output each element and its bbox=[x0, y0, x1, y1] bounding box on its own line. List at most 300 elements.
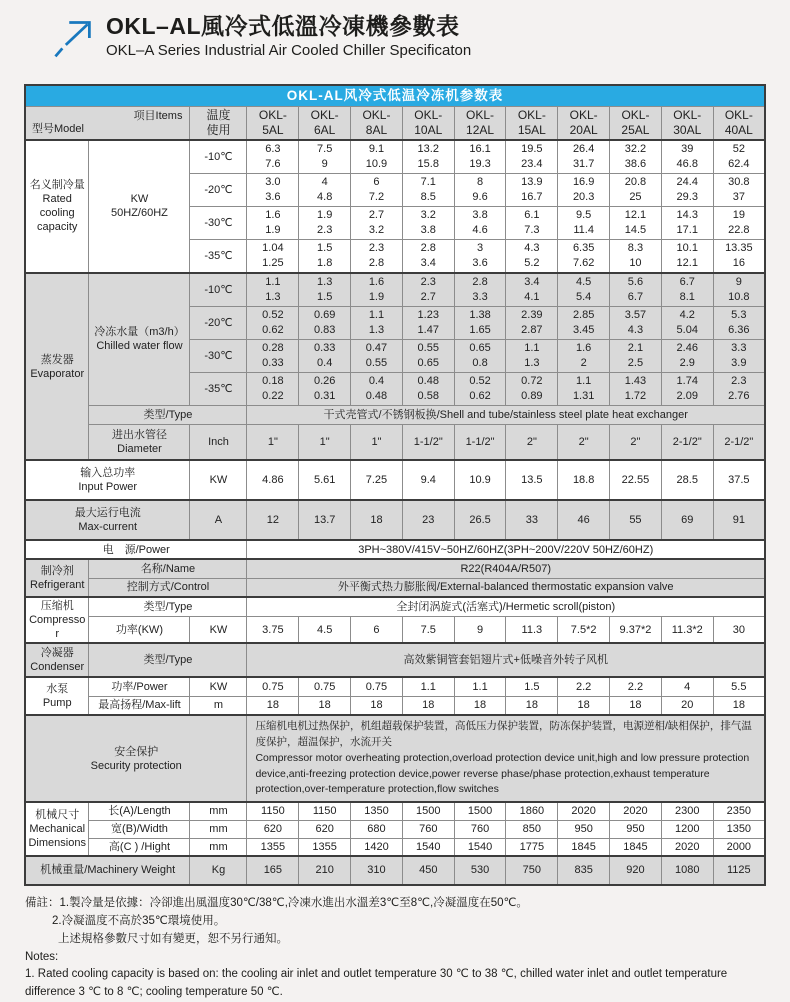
cooling-value: 9.5 11.4 bbox=[558, 206, 610, 239]
label-zh: 机械尺寸 bbox=[35, 809, 80, 822]
section-label-refrigerant bbox=[25, 559, 89, 597]
table-row bbox=[25, 540, 765, 559]
table-row bbox=[25, 820, 765, 838]
pump-lift-value: 18 bbox=[506, 696, 558, 715]
cooling-value: 19 22.8 bbox=[713, 206, 765, 239]
flow-value: 0.65 0.8 bbox=[454, 339, 506, 372]
pump-lift-value: 18 bbox=[351, 696, 403, 715]
flow-value: 0.69 0.83 bbox=[299, 306, 351, 339]
flow-value: 2.85 3.45 bbox=[558, 306, 610, 339]
flow-value: 1.43 1.72 bbox=[610, 372, 662, 405]
pump-power-value: 1.1 bbox=[402, 677, 454, 696]
label-zh: 冷凝器 bbox=[40, 647, 74, 660]
width-value: 950 bbox=[558, 820, 610, 838]
pump-lift-value: 18 bbox=[713, 696, 765, 715]
table-row bbox=[25, 500, 765, 540]
pump-power-value: 0.75 bbox=[299, 677, 351, 696]
pump-lift-value: 18 bbox=[454, 696, 506, 715]
label-en: Security protection bbox=[90, 759, 182, 772]
compressor-power-value: 7.5*2 bbox=[558, 617, 610, 644]
condenser-type-value: 高效紫铜管套铝翅片式+低噪音外转子风机 bbox=[247, 643, 765, 677]
model-items-header bbox=[25, 106, 190, 140]
label-en: Chilled water flow bbox=[96, 340, 183, 353]
diameter-value: 1" bbox=[247, 424, 299, 460]
height-value: 1355 bbox=[247, 838, 299, 856]
flow-value: 0.72 0.89 bbox=[506, 372, 558, 405]
label-en: Evaporator bbox=[30, 367, 85, 380]
label-zh: 压缩机 bbox=[40, 600, 74, 613]
table-row bbox=[25, 424, 765, 460]
unit-cell: Kg bbox=[190, 856, 247, 885]
section-label-pump bbox=[25, 677, 89, 715]
width-label: 宽(B)/Width bbox=[89, 820, 190, 838]
flow-value: 2.3 2.76 bbox=[713, 372, 765, 405]
max-current-value: 69 bbox=[661, 500, 713, 540]
length-value: 2020 bbox=[558, 802, 610, 820]
flow-value: 0.47 0.55 bbox=[351, 339, 403, 372]
length-value: 2350 bbox=[713, 802, 765, 820]
model-header: OKL- 8AL bbox=[351, 106, 403, 140]
label-zh: 进出水管径 bbox=[111, 429, 167, 442]
input-power-value: 9.4 bbox=[402, 460, 454, 500]
cooling-value: 13.2 15.8 bbox=[402, 140, 454, 174]
note-line: 備註：1.製冷量是依據：冷卻進出風溫度30℃/38℃,冷凍水進出水溫差3℃至8℃,冷凝溫度在50℃。 bbox=[25, 897, 528, 910]
temp-cell: -30℃ bbox=[190, 206, 247, 239]
section-label-mechanical bbox=[25, 802, 89, 856]
length-value: 2300 bbox=[661, 802, 713, 820]
flow-value: 0.28 0.33 bbox=[247, 339, 299, 372]
unit-line: KW bbox=[130, 193, 149, 206]
note-line: 2.冷凝溫度不高於35℃環境使用。 bbox=[52, 914, 226, 927]
cooling-value: 7.5 9 bbox=[299, 140, 351, 174]
model-label: 型号Model bbox=[31, 123, 84, 136]
flow-value: 2.3 2.7 bbox=[402, 273, 454, 307]
cooling-value: 16.9 20.3 bbox=[558, 173, 610, 206]
weight-value: 750 bbox=[506, 856, 558, 885]
input-power-value: 28.5 bbox=[661, 460, 713, 500]
max-current-value: 18 bbox=[351, 500, 403, 540]
length-value: 1860 bbox=[506, 802, 558, 820]
input-power-value: 4.86 bbox=[247, 460, 299, 500]
flow-value: 1.74 2.09 bbox=[661, 372, 713, 405]
security-label bbox=[25, 715, 247, 802]
length-value: 1150 bbox=[299, 802, 351, 820]
diameter-label bbox=[89, 424, 190, 460]
compressor-power-value: 6 bbox=[351, 617, 403, 644]
flow-value: 1.23 1.47 bbox=[402, 306, 454, 339]
cooling-value: 20.8 25 bbox=[610, 173, 662, 206]
flow-value: 0.55 0.65 bbox=[402, 339, 454, 372]
unit-cell: Inch bbox=[190, 424, 247, 460]
height-value: 2020 bbox=[661, 838, 713, 856]
width-value: 1350 bbox=[713, 820, 765, 838]
refrigerant-name-value: R22(R404A/R507) bbox=[247, 559, 765, 578]
table-row bbox=[25, 273, 765, 307]
length-value: 1500 bbox=[402, 802, 454, 820]
diameter-value: 1" bbox=[351, 424, 403, 460]
cooling-value: 19.5 23.4 bbox=[506, 140, 558, 174]
label-en: Condenser bbox=[30, 661, 85, 674]
model-header: OKL- 20AL bbox=[558, 106, 610, 140]
input-power-label bbox=[25, 460, 190, 500]
max-current-value: 23 bbox=[402, 500, 454, 540]
length-value: 2020 bbox=[610, 802, 662, 820]
flow-value: 3.4 4.1 bbox=[506, 273, 558, 307]
compressor-power-label: 功率(KW) bbox=[89, 617, 190, 644]
cooling-value: 24.4 29.3 bbox=[661, 173, 713, 206]
max-current-value: 12 bbox=[247, 500, 299, 540]
flow-value: 2.46 2.9 bbox=[661, 339, 713, 372]
cooling-unit-label bbox=[89, 140, 190, 273]
length-value: 1150 bbox=[247, 802, 299, 820]
table-row bbox=[25, 140, 765, 174]
cooling-value: 39 46.8 bbox=[661, 140, 713, 174]
power-supply-label: 电 源/Power bbox=[25, 540, 247, 559]
section-label-condenser bbox=[25, 643, 89, 677]
pump-lift-value: 18 bbox=[299, 696, 351, 715]
spec-table bbox=[24, 84, 766, 886]
cooling-value: 3 3.6 bbox=[454, 239, 506, 273]
flow-value: 1.1 1.3 bbox=[506, 339, 558, 372]
width-value: 850 bbox=[506, 820, 558, 838]
compressor-power-value: 9 bbox=[454, 617, 506, 644]
section-label-cooling bbox=[25, 140, 89, 273]
pump-lift-value: 18 bbox=[558, 696, 610, 715]
label-en: Diameter bbox=[117, 443, 162, 456]
flow-value: 2.8 3.3 bbox=[454, 273, 506, 307]
label-en: Pump bbox=[42, 697, 72, 710]
temp-cell: -20℃ bbox=[190, 173, 247, 206]
label-en: Refrigerant bbox=[30, 579, 85, 592]
model-header: OKL- 10AL bbox=[402, 106, 454, 140]
cooling-value: 6.35 7.62 bbox=[558, 239, 610, 273]
cooling-value: 26.4 31.7 bbox=[558, 140, 610, 174]
cooling-value: 32.2 38.6 bbox=[610, 140, 662, 174]
cooling-value: 2.7 3.2 bbox=[351, 206, 403, 239]
max-current-value: 55 bbox=[610, 500, 662, 540]
unit-cell: mm bbox=[190, 820, 247, 838]
table-row bbox=[25, 802, 765, 820]
unit-cell: mm bbox=[190, 838, 247, 856]
pump-power-value: 2.2 bbox=[558, 677, 610, 696]
label-zh: 安全保护 bbox=[114, 745, 159, 758]
section-label-compressor bbox=[25, 597, 89, 643]
flow-value: 9 10.8 bbox=[713, 273, 765, 307]
flow-value: 6.7 8.1 bbox=[661, 273, 713, 307]
cooling-value: 13.9 16.7 bbox=[506, 173, 558, 206]
flow-value: 3.57 4.3 bbox=[610, 306, 662, 339]
table-row bbox=[25, 643, 765, 677]
notes bbox=[21, 895, 769, 1002]
height-value: 1845 bbox=[558, 838, 610, 856]
model-header: OKL- 40AL bbox=[713, 106, 765, 140]
height-value: 1420 bbox=[351, 838, 403, 856]
items-label: 项目Items bbox=[133, 109, 183, 122]
pump-lift-value: 18 bbox=[610, 696, 662, 715]
flow-value: 4.5 5.4 bbox=[558, 273, 610, 307]
width-value: 1200 bbox=[661, 820, 713, 838]
cooling-value: 14.3 17.1 bbox=[661, 206, 713, 239]
model-header: OKL- 15AL bbox=[506, 106, 558, 140]
weight-value: 165 bbox=[247, 856, 299, 885]
pump-power-value: 4 bbox=[661, 677, 713, 696]
length-value: 1350 bbox=[351, 802, 403, 820]
weight-value: 920 bbox=[610, 856, 662, 885]
weight-value: 310 bbox=[351, 856, 403, 885]
unit-cell: KW bbox=[190, 677, 247, 696]
cooling-value: 4.3 5.2 bbox=[506, 239, 558, 273]
temp-header-line: 温度 bbox=[206, 107, 231, 122]
height-value: 1355 bbox=[299, 838, 351, 856]
pump-power-value: 1.1 bbox=[454, 677, 506, 696]
note-line: 上述規格參數尺寸如有變更，恕不另行通知。 bbox=[58, 932, 288, 945]
flow-value: 5.3 6.36 bbox=[713, 306, 765, 339]
input-power-value: 37.5 bbox=[713, 460, 765, 500]
power-supply-value: 3PH~380V/415V~50HZ/60HZ(3PH~200V/220V 50HZ/60HZ) bbox=[247, 540, 765, 559]
label-en: Input Power bbox=[78, 481, 138, 494]
refrigerant-control-label: 控制方式/Control bbox=[89, 578, 247, 597]
cooling-value: 52 62.4 bbox=[713, 140, 765, 174]
pump-power-value: 5.5 bbox=[713, 677, 765, 696]
cooling-value: 1.04 1.25 bbox=[247, 239, 299, 273]
cooling-value: 6.1 7.3 bbox=[506, 206, 558, 239]
flow-value: 4.2 5.04 bbox=[661, 306, 713, 339]
table-row bbox=[25, 460, 765, 500]
model-header: OKL- 25AL bbox=[610, 106, 662, 140]
max-current-value: 13.7 bbox=[299, 500, 351, 540]
label-zh: 蒸发器 bbox=[40, 353, 74, 366]
cooling-value: 3.2 3.8 bbox=[402, 206, 454, 239]
cooling-value: 8.3 10 bbox=[610, 239, 662, 273]
width-value: 950 bbox=[610, 820, 662, 838]
cooling-value: 2.8 3.4 bbox=[402, 239, 454, 273]
brand-header bbox=[0, 0, 790, 84]
cooling-value: 1.5 1.8 bbox=[299, 239, 351, 273]
temp-cell: -10℃ bbox=[190, 140, 247, 174]
flow-value: 0.48 0.58 bbox=[402, 372, 454, 405]
pump-lift-value: 18 bbox=[402, 696, 454, 715]
diameter-value: 1" bbox=[299, 424, 351, 460]
compressor-power-value: 7.5 bbox=[402, 617, 454, 644]
max-current-value: 26.5 bbox=[454, 500, 506, 540]
cooling-value: 12.1 14.5 bbox=[610, 206, 662, 239]
flow-value: 0.52 0.62 bbox=[247, 306, 299, 339]
table-row bbox=[25, 838, 765, 856]
input-power-value: 10.9 bbox=[454, 460, 506, 500]
weight-value: 210 bbox=[299, 856, 351, 885]
diameter-value: 2" bbox=[610, 424, 662, 460]
compressor-type-value: 全封闭涡旋式(活塞式)/Hermetic scroll(piston) bbox=[247, 597, 765, 616]
cooling-value: 1.6 1.9 bbox=[247, 206, 299, 239]
flow-value: 0.4 0.48 bbox=[351, 372, 403, 405]
diameter-value: 2" bbox=[506, 424, 558, 460]
flow-value: 3.3 3.9 bbox=[713, 339, 765, 372]
temp-cell: -20℃ bbox=[190, 306, 247, 339]
width-value: 620 bbox=[247, 820, 299, 838]
pump-power-label: 功率/Power bbox=[89, 677, 190, 696]
diameter-value: 2-1/2" bbox=[661, 424, 713, 460]
flow-label bbox=[89, 273, 190, 406]
diameter-value: 2" bbox=[558, 424, 610, 460]
condenser-type-label: 类型/Type bbox=[89, 643, 247, 677]
model-header: OKL- 5AL bbox=[247, 106, 299, 140]
unit-cell: KW bbox=[190, 460, 247, 500]
input-power-value: 18.8 bbox=[558, 460, 610, 500]
height-value: 1775 bbox=[506, 838, 558, 856]
arrow-logo-icon bbox=[52, 16, 98, 60]
input-power-value: 13.5 bbox=[506, 460, 558, 500]
input-power-value: 7.25 bbox=[351, 460, 403, 500]
pump-lift-value: 20 bbox=[661, 696, 713, 715]
cooling-value: 6 7.2 bbox=[351, 173, 403, 206]
temp-header-line: 使用 bbox=[206, 122, 231, 137]
table-title: OKL-AL风冷式低温冷冻机参数表 bbox=[25, 85, 765, 106]
max-current-value: 91 bbox=[713, 500, 765, 540]
brand-titles bbox=[106, 12, 471, 60]
unit-cell: m bbox=[190, 696, 247, 715]
unit-cell: KW bbox=[190, 617, 247, 644]
compressor-power-value: 11.3 bbox=[506, 617, 558, 644]
label-zh: 制冷剂 bbox=[40, 565, 74, 578]
length-value: 1500 bbox=[454, 802, 506, 820]
label-zh: 输入总功率 bbox=[80, 467, 136, 480]
table-row bbox=[25, 578, 765, 597]
width-value: 760 bbox=[454, 820, 506, 838]
flow-value: 0.26 0.31 bbox=[299, 372, 351, 405]
flow-value: 1.6 2 bbox=[558, 339, 610, 372]
flow-value: 0.18 0.22 bbox=[247, 372, 299, 405]
width-value: 620 bbox=[299, 820, 351, 838]
height-value: 1540 bbox=[454, 838, 506, 856]
compressor-power-value: 9.37*2 bbox=[610, 617, 662, 644]
evaporator-type-value: 干式壳管式/不锈钢板换/Shell and tube/stainless steel plate heat exchanger bbox=[247, 405, 765, 424]
compressor-power-value: 3.75 bbox=[247, 617, 299, 644]
temp-usage-header bbox=[190, 106, 247, 140]
weight-value: 1125 bbox=[713, 856, 765, 885]
refrigerant-name-label: 名称/Name bbox=[89, 559, 247, 578]
security-text bbox=[247, 715, 765, 802]
temp-cell: -35℃ bbox=[190, 239, 247, 273]
cooling-value: 6.3 7.6 bbox=[247, 140, 299, 174]
diameter-value: 2-1/2" bbox=[713, 424, 765, 460]
temp-cell: -10℃ bbox=[190, 273, 247, 307]
flow-value: 0.52 0.62 bbox=[454, 372, 506, 405]
table-row bbox=[25, 696, 765, 715]
model-header: OKL- 30AL bbox=[661, 106, 713, 140]
flow-value: 1.6 1.9 bbox=[351, 273, 403, 307]
flow-value: 1.3 1.5 bbox=[299, 273, 351, 307]
unit-cell: mm bbox=[190, 802, 247, 820]
cooling-value: 8 9.6 bbox=[454, 173, 506, 206]
model-header: OKL- 6AL bbox=[299, 106, 351, 140]
cooling-value: 3.8 4.6 bbox=[454, 206, 506, 239]
cooling-value: 7.1 8.5 bbox=[402, 173, 454, 206]
flow-value: 2.39 2.87 bbox=[506, 306, 558, 339]
label-en: Max-current bbox=[78, 521, 138, 534]
weight-label: 机械重量/Machinery Weight bbox=[25, 856, 190, 885]
height-value: 2000 bbox=[713, 838, 765, 856]
cooling-value: 10.1 12.1 bbox=[661, 239, 713, 273]
label-en: Rated cooling capacity bbox=[37, 193, 78, 234]
max-current-label bbox=[25, 500, 190, 540]
page-title-zh: OKL–AL風冷式低溫冷凍機參數表 bbox=[106, 13, 460, 39]
cooling-value: 13.35 16 bbox=[713, 239, 765, 273]
temp-cell: -30℃ bbox=[190, 339, 247, 372]
label-zh: 名义制冷量 bbox=[29, 179, 85, 192]
section-label-evaporator bbox=[25, 273, 89, 461]
table-row bbox=[25, 617, 765, 644]
cooling-value: 30.8 37 bbox=[713, 173, 765, 206]
label-zh: 冷冻水量（m3/h） bbox=[94, 326, 185, 339]
compressor-power-value: 11.3*2 bbox=[661, 617, 713, 644]
pump-power-value: 1.5 bbox=[506, 677, 558, 696]
input-power-value: 5.61 bbox=[299, 460, 351, 500]
table-row bbox=[25, 405, 765, 424]
height-label: 高(C ) /Hight bbox=[89, 838, 190, 856]
max-current-value: 33 bbox=[506, 500, 558, 540]
label-en: Compressor bbox=[29, 614, 86, 641]
flow-value: 2.1 2.5 bbox=[610, 339, 662, 372]
pump-lift-label: 最高扬程/Max-lift bbox=[89, 696, 190, 715]
table-title-row bbox=[25, 85, 765, 106]
page-title-en: OKL–A Series Industrial Air Cooled Chiller Specificaton bbox=[106, 41, 472, 59]
compressor-power-value: 30 bbox=[713, 617, 765, 644]
refrigerant-control-value: 外平衡式热力膨胀阀/External-balanced thermostatic expansion valve bbox=[247, 578, 765, 597]
model-header: OKL- 12AL bbox=[454, 106, 506, 140]
cooling-value: 16.1 19.3 bbox=[454, 140, 506, 174]
length-label: 长(A)/Length bbox=[89, 802, 190, 820]
flow-value: 1.38 1.65 bbox=[454, 306, 506, 339]
cooling-value: 1.9 2.3 bbox=[299, 206, 351, 239]
temp-cell: -35℃ bbox=[190, 372, 247, 405]
width-value: 760 bbox=[402, 820, 454, 838]
table-header-row bbox=[25, 106, 765, 140]
height-value: 1845 bbox=[610, 838, 662, 856]
height-value: 1540 bbox=[402, 838, 454, 856]
table-row bbox=[25, 715, 765, 802]
max-current-value: 46 bbox=[558, 500, 610, 540]
label-en: Mechanical Dimensions bbox=[28, 823, 86, 850]
table-row bbox=[25, 856, 765, 885]
pump-power-value: 0.75 bbox=[247, 677, 299, 696]
evaporator-type-label: 类型/Type bbox=[89, 405, 247, 424]
cooling-value: 3.0 3.6 bbox=[247, 173, 299, 206]
diameter-value: 1-1/2" bbox=[402, 424, 454, 460]
cooling-value: 2.3 2.8 bbox=[351, 239, 403, 273]
note-line: Notes: bbox=[25, 950, 59, 963]
diameter-value: 1-1/2" bbox=[454, 424, 506, 460]
table-row bbox=[25, 677, 765, 696]
flow-value: 5.6 6.7 bbox=[610, 273, 662, 307]
unit-cell: A bbox=[190, 500, 247, 540]
flow-value: 0.33 0.4 bbox=[299, 339, 351, 372]
flow-value: 1.1 1.3 bbox=[351, 306, 403, 339]
label-zh: 水泵 bbox=[46, 683, 69, 696]
pump-lift-value: 18 bbox=[247, 696, 299, 715]
weight-value: 1080 bbox=[661, 856, 713, 885]
flow-value: 1.1 1.3 bbox=[247, 273, 299, 307]
security-text-zh: 压缩机电机过热保护，机组超载保护装置，高低压力保护装置，防冻保护装置，电源逆相/缺相保护，排气温度保护，超温保护，水流开关 bbox=[255, 720, 752, 749]
weight-value: 530 bbox=[454, 856, 506, 885]
pump-power-value: 2.2 bbox=[610, 677, 662, 696]
security-text-en: Compressor motor overheating protection,overload protection device unit,high and low pressure protection device,anti-freezing protection device,power reverse phase/phase protection,exhaust temperature protection,over-temperature protection,flow switches bbox=[255, 751, 750, 796]
weight-value: 835 bbox=[558, 856, 610, 885]
pump-power-value: 0.75 bbox=[351, 677, 403, 696]
label-zh: 最大运行电流 bbox=[74, 507, 141, 520]
cooling-value: 9.1 10.9 bbox=[351, 140, 403, 174]
compressor-power-value: 4.5 bbox=[299, 617, 351, 644]
weight-value: 450 bbox=[402, 856, 454, 885]
